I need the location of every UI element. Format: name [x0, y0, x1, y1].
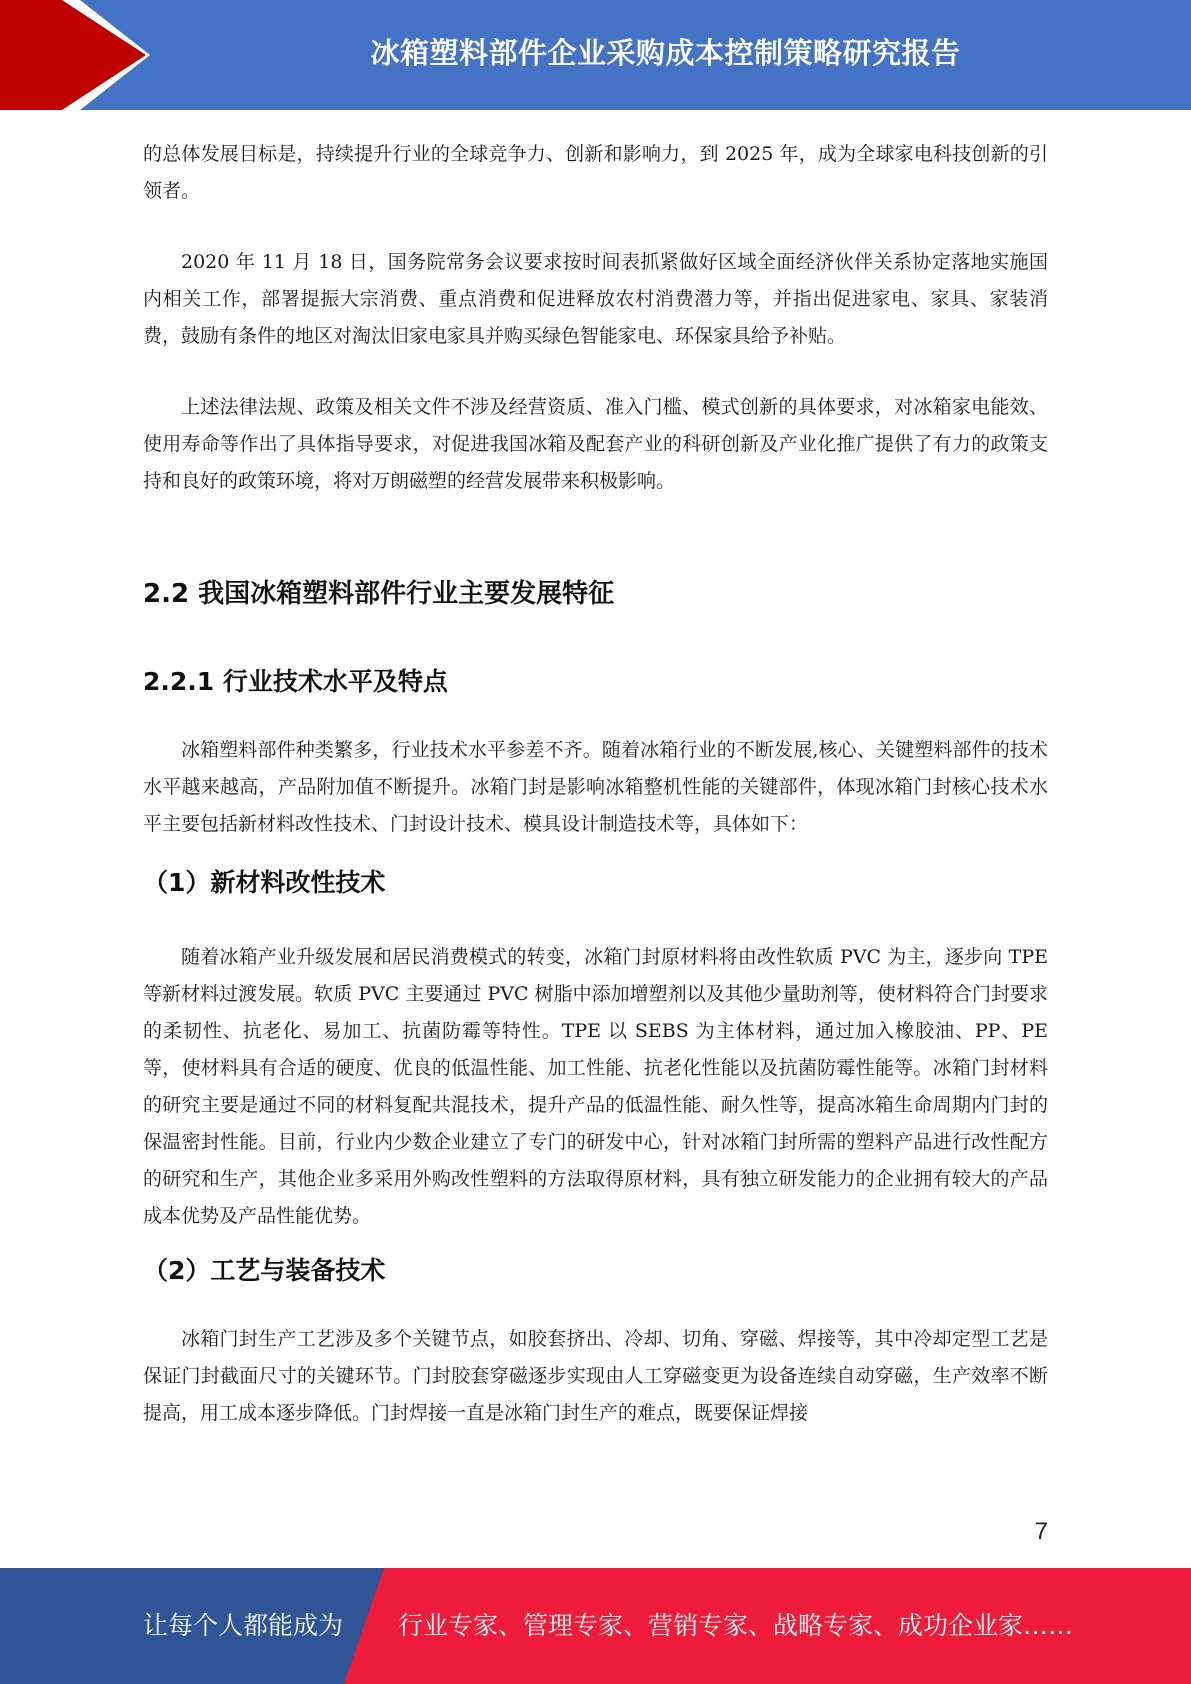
page-number: 7: [1034, 1518, 1048, 1545]
report-title: 冰箱塑料部件企业采购成本控制策略研究报告: [370, 36, 961, 70]
paragraph: 上述法律法规、政策及相关文件不涉及经营资质、准入门槛、模式创新的具体要求，对冰箱家电能效、使用寿命等作出了具体指导要求，对促进我国冰箱及配套产业的科研创新及产业化推广提供了有力的政策支持和良好的政策环境，将对万朗磁塑的经营发展带来积极影响。: [143, 396, 1048, 492]
header-red-chevron: [0, 0, 146, 110]
page-footer: [0, 1568, 1191, 1684]
document-body: [143, 136, 1048, 1432]
footer-slogan-left: 让每个人都能成为: [143, 1611, 344, 1640]
subheading: （2）工艺与装备技术: [143, 1256, 386, 1285]
paragraph: 随着冰箱产业升级发展和居民消费模式的转变，冰箱门封原材料将由改性软质 PVC 为主，逐步向 TPE 等新材料过渡发展。软质 PVC 主要通过 PVC 树脂中添加增塑剂以及其他少量助剂等，使材料符合门封要求的柔韧性、抗老化、易加工、抗菌防霉等特性。TPE 以 SEBS 为主体材料，通过加入橡胶油、PP、PE 等，使材料具有合适的硬度、优良的低温性能、加工性能、抗老化性能以及抗菌防霉性能等。冰箱门封材料的研究主要是通过不同的材料复配共混技术，提升产品的低温性能、耐久性等，提高冰箱生命周期内门封的保温密封性能。目前，行业内少数企业建立了专门的研发中心，针对冰箱门封所需的塑料产品进行改性配方的研究和生产，其他企业多采用外购改性塑料的方法取得原材料，具有独立研发能力的企业拥有较大的产品成本优势及产品性能优势。: [143, 946, 1048, 1227]
paragraph: 冰箱塑料部件种类繁多，行业技术水平参差不齐。随着冰箱行业的不断发展,核心、关键塑料部件的技术水平越来越高，产品附加值不断提升。冰箱门封是影响冰箱整机性能的关键部件，体现冰箱门封核心技术水平主要包括新材料改性技术、门封设计技术、模具设计制造技术等，具体如下：: [143, 739, 1048, 835]
footer-slogan-right: 行业专家、管理专家、营销专家、战略专家、成功企业家……: [398, 1611, 1074, 1640]
paragraph: 2020 年 11 月 18 日，国务院常务会议要求按时间表抓紧做好区域全面经济伙伴关系协定落地实施国内相关工作，部署提振大宗消费、重点消费和促进释放农村消费潜力等，并指出促进家电、家具、家装消费，鼓励有条件的地区对淘汰旧家电家具并购买绿色智能家电、环保家具给予补贴。: [143, 251, 1048, 347]
subsection-heading: 2.2.1 行业技术水平及特点: [143, 667, 448, 696]
paragraph: 冰箱门封生产工艺涉及多个关键节点，如胶套挤出、冷却、切角、穿磁、焊接等，其中冷却定型工艺是保证门封截面尺寸的关键环节。门封胶套穿磁逐步实现由人工穿磁变更为设备连续自动穿磁，生产效率不断提高，用工成本逐步降低。门封焊接一直是冰箱门封生产的难点，既要保证焊接: [143, 1328, 1048, 1424]
section-heading: 2.2 我国冰箱塑料部件行业主要发展特征: [143, 579, 615, 609]
page-header: [0, 0, 1191, 110]
paragraph: 的总体发展目标是，持续提升行业的全球竞争力、创新和影响力，到 2025 年，成为全球家电科技创新的引领者。: [143, 143, 1048, 202]
subheading: （1）新材料改性技术: [143, 868, 386, 897]
